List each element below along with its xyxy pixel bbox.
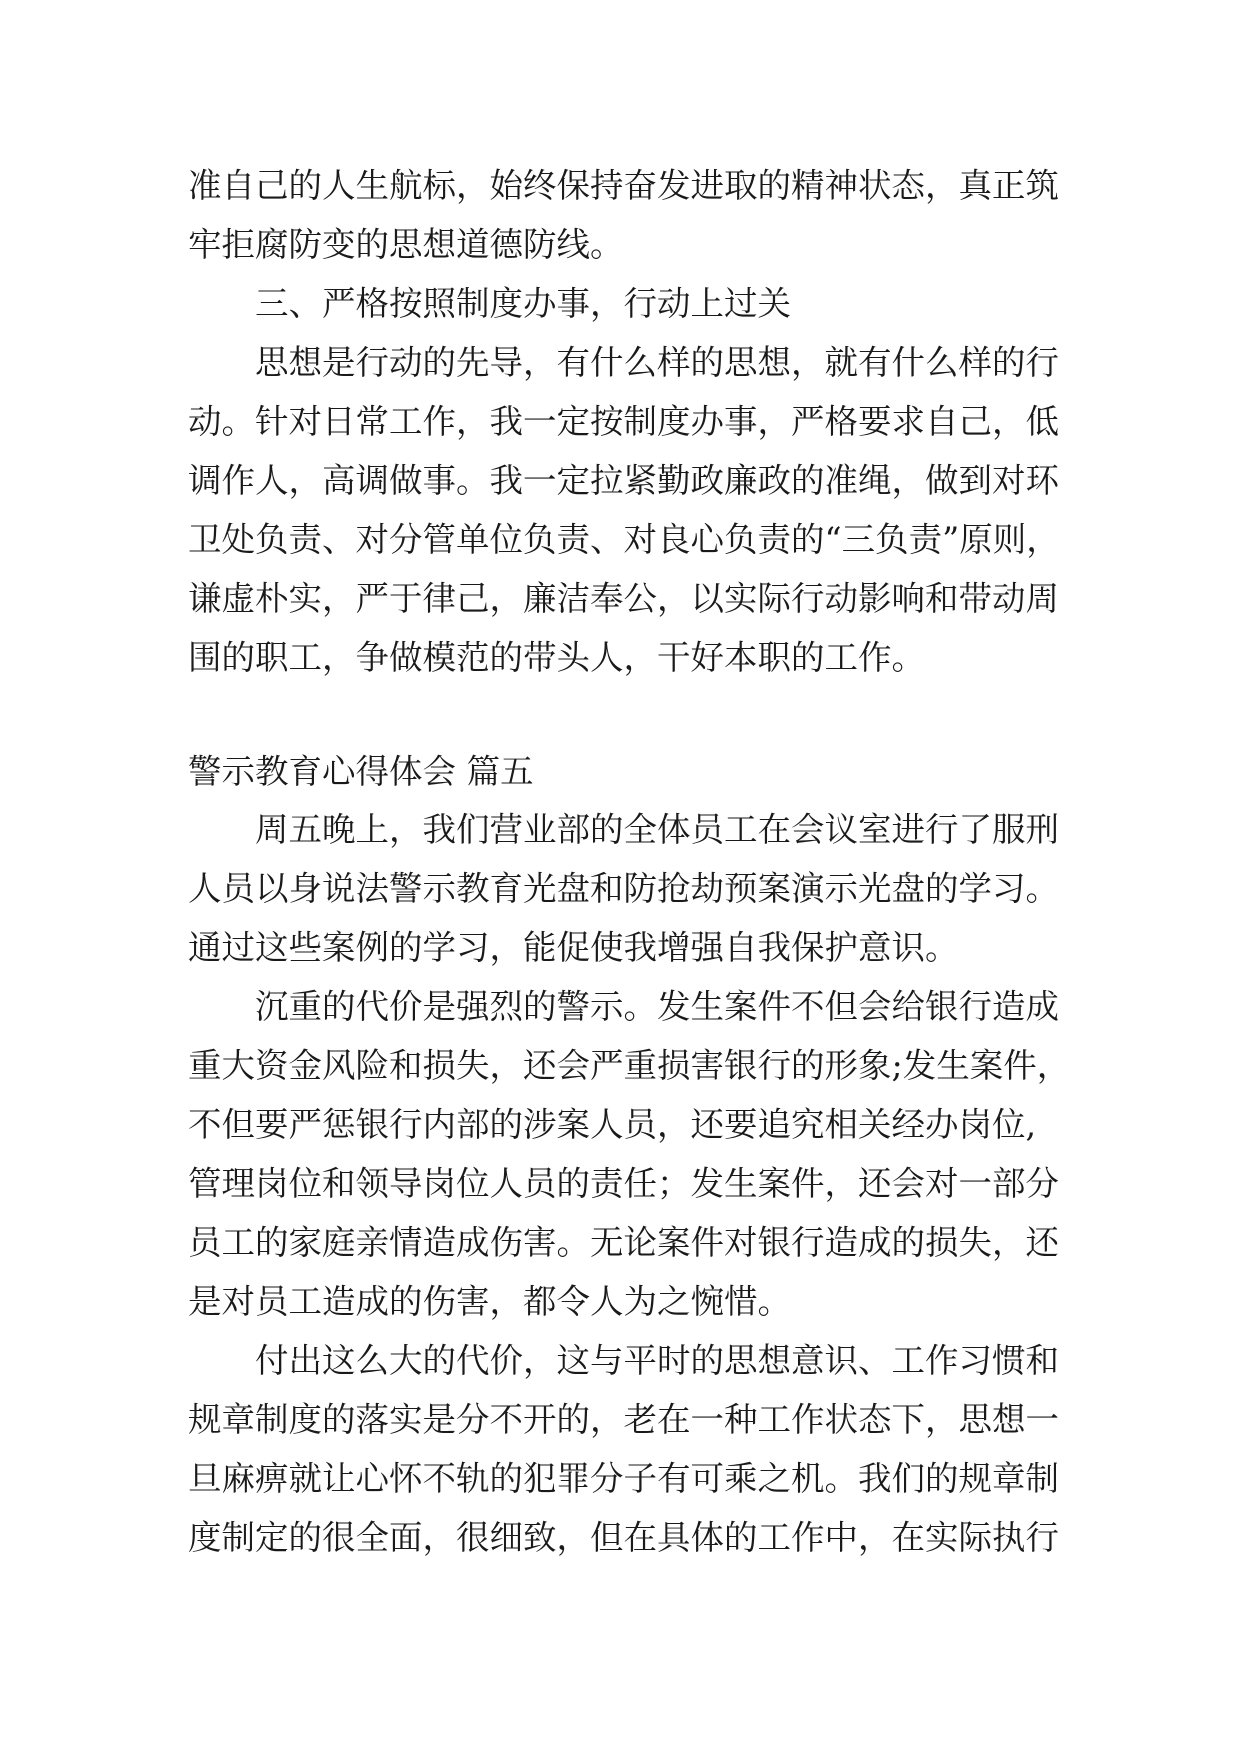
paragraph-line: 管理岗位和领导岗位人员的责任；发生案件，还会对一部分 <box>188 1164 1059 1203</box>
paragraph-line: 牢拒腐防变的思想道德防线。 <box>188 225 624 264</box>
paragraph-line: 度制定的很全面，很细致，但在具体的工作中，在实际执行 <box>188 1518 1059 1557</box>
article-title: 警示教育心得体会 篇五 <box>188 752 534 791</box>
paragraph-line: 通过这些案例的学习，能促使我增强自我保护意识。 <box>188 928 959 967</box>
paragraph-line: 人员以身说法警示教育光盘和防抢劫预案演示光盘的学习。 <box>188 869 1059 908</box>
paragraph-line: 沉重的代价是强烈的警示。发生案件不但会给银行造成 <box>255 987 1059 1026</box>
paragraph-line: 员工的家庭亲情造成伤害。无论案件对银行造成的损失，还 <box>188 1223 1059 1262</box>
paragraph-line: 是对员工造成的伤害，都令人为之惋惜。 <box>188 1282 791 1321</box>
paragraph-line: 谦虚朴实，严于律己，廉洁奉公，以实际行动影响和带动周 <box>188 579 1059 618</box>
paragraph-line: 旦麻痹就让心怀不轨的犯罪分子有可乘之机。我们的规章制 <box>188 1459 1059 1498</box>
paragraph-line: 围的职工，争做模范的带头人，干好本职的工作。 <box>188 638 925 677</box>
paragraph-line: 付出这么大的代价，这与平时的思想意识、工作习惯和 <box>255 1341 1059 1380</box>
paragraph-line: 周五晚上，我们营业部的全体员工在会议室进行了服刑 <box>255 810 1059 849</box>
paragraph-line: 调作人，高调做事。我一定拉紧勤政廉政的准绳，做到对环 <box>188 461 1059 500</box>
section-heading: 三、严格按照制度办事，行动上过关 <box>255 284 791 323</box>
paragraph-line: 规章制度的落实是分不开的，老在一种工作状态下，思想一 <box>188 1400 1059 1439</box>
paragraph-line: 准自己的人生航标，始终保持奋发进取的精神状态，真正筑 <box>188 166 1059 205</box>
paragraph-line: 不但要严惩银行内部的涉案人员，还要追究相关经办岗位, <box>188 1105 1037 1144</box>
paragraph-line: 重大资金风险和损失，还会严重损害银行的形象;发生案件， <box>188 1046 1071 1085</box>
paragraph-line: 卫处负责、对分管单位负责、对良心负责的“三负责”原则， <box>188 520 1060 559</box>
paragraph-line: 动。针对日常工作，我一定按制度办事，严格要求自己，低 <box>188 402 1059 441</box>
paragraph-line: 思想是行动的先导，有什么样的思想，就有什么样的行 <box>255 343 1059 382</box>
